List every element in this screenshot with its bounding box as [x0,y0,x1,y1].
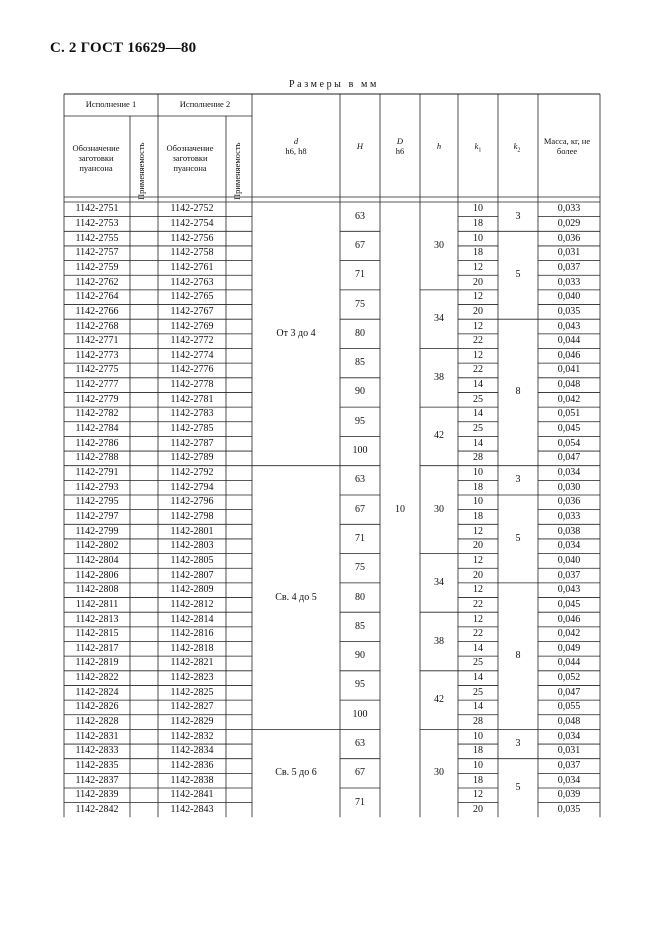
exec2-designation-cell: 1142-2841 [170,789,214,801]
exec1-designation-cell: 1142-2788 [75,452,119,464]
mass-cell: 0,042 [557,393,581,405]
diameter-D-cell: 10 [395,503,405,515]
k1-cell: 12 [473,291,483,303]
height-h-cell: 30 [434,503,444,515]
mass-cell: 0,043 [557,320,581,332]
height-H-cell: 71 [355,532,365,544]
exec2-designation-cell: 1142-2825 [170,686,214,698]
height-h-cell: 30 [434,239,444,251]
exec1-designation-cell: 1142-2808 [75,584,119,596]
header-k2-sub: 2 [517,147,521,154]
k1-cell: 10 [473,730,483,742]
header-k1-sub: 1 [478,147,482,154]
mass-cell: 0,029 [557,217,581,229]
dimensions-caption: Размеры в мм [289,79,379,90]
exec1-designation-cell: 1142-2779 [75,393,119,405]
header-D [380,136,420,156]
header-d-symbol: d [293,136,299,146]
exec1-designation-cell: 1142-2784 [75,423,119,435]
height-H-cell: 95 [355,679,365,691]
header-k2-symbol: k [513,141,518,151]
k1-cell: 18 [473,510,483,522]
k1-cell: 12 [473,525,483,537]
exec1-designation-cell: 1142-2828 [75,716,119,728]
header-designation-1: Обозначение заготовки пуансона [72,143,120,173]
mass-cell: 0,046 [557,613,581,625]
k1-cell: 14 [473,437,483,449]
exec2-designation-cell: 1142-2767 [170,305,214,317]
mass-cell: 0,035 [557,803,581,815]
height-H-cell: 85 [355,620,365,632]
header-applicability-1: Применяемость [136,142,146,200]
header-k1-symbol: k [474,141,479,151]
height-h-cell: 30 [434,767,444,779]
k1-cell: 25 [473,657,483,669]
k1-cell: 10 [473,203,483,215]
k1-cell: 12 [473,554,483,566]
mass-cell: 0,037 [557,569,581,581]
exec1-designation-cell: 1142-2802 [75,540,119,552]
k1-cell: 25 [473,423,483,435]
mass-cell: 0,048 [557,716,581,728]
exec2-designation-cell: 1142-2798 [170,510,214,522]
k1-cell: 20 [473,276,483,288]
height-H-cell: 71 [355,796,365,808]
exec2-designation-cell: 1142-2816 [170,628,214,640]
header-D-symbol: D [396,136,404,146]
exec2-designation-cell: 1142-2776 [170,364,214,376]
exec1-designation-cell: 1142-2819 [75,657,119,669]
mass-cell: 0,033 [557,203,581,215]
exec1-designation-cell: 1142-2837 [75,774,119,786]
exec1-designation-cell: 1142-2759 [75,261,119,273]
exec2-designation-cell: 1142-2805 [170,554,214,566]
exec2-designation-cell: 1142-2785 [170,423,214,435]
height-H-cell: 80 [355,591,365,603]
exec2-designation-cell: 1142-2803 [170,540,214,552]
k1-cell: 10 [473,760,483,772]
exec2-designation-cell: 1142-2756 [170,232,214,244]
mass-cell: 0,046 [557,349,581,361]
mass-cell: 0,051 [557,408,581,420]
height-H-cell: 75 [355,298,365,310]
exec1-designation-cell: 1142-2762 [75,276,119,288]
mass-cell: 0,035 [557,305,581,317]
exec2-designation-cell: 1142-2796 [170,496,214,508]
mass-cell: 0,045 [557,423,581,435]
k1-cell: 12 [473,320,483,332]
exec1-designation-cell: 1142-2771 [75,335,119,347]
exec1-designation-cell: 1142-2773 [75,349,119,361]
k1-cell: 12 [473,261,483,273]
header-applicability-2: Применяемость [232,142,242,200]
exec1-designation-cell: 1142-2775 [75,364,119,376]
exec2-designation-cell: 1142-2754 [170,217,214,229]
height-h-cell: 34 [434,576,444,588]
mass-cell: 0,038 [557,525,581,537]
height-H-cell: 75 [355,562,365,574]
header-k2 [498,141,536,156]
k2-cell: 8 [515,386,521,398]
k1-cell: 20 [473,803,483,815]
exec2-designation-cell: 1142-2827 [170,701,214,713]
exec2-designation-cell: 1142-2758 [170,247,214,259]
diameter-d-cell: Св. 5 до 6 [275,767,317,779]
exec2-designation-cell: 1142-2794 [170,481,214,493]
exec2-designation-cell: 1142-2818 [170,642,214,654]
height-H-cell: 90 [355,650,365,662]
header-mass: Масса, кг, не более [543,136,591,156]
k1-cell: 12 [473,349,483,361]
exec1-designation-cell: 1142-2751 [75,203,119,215]
exec1-designation-cell: 1142-2786 [75,437,119,449]
height-H-cell: 67 [355,503,365,515]
k1-cell: 18 [473,217,483,229]
mass-cell: 0,034 [557,774,581,786]
exec2-designation-cell: 1142-2781 [170,393,214,405]
header-h: h [436,141,442,151]
k1-cell: 18 [473,774,483,786]
height-H-cell: 90 [355,386,365,398]
mass-cell: 0,031 [557,247,581,259]
diameter-d-cell: Св. 4 до 5 [275,591,317,603]
mass-cell: 0,030 [557,481,581,493]
k1-cell: 28 [473,716,483,728]
exec2-designation-cell: 1142-2769 [170,320,214,332]
exec1-designation-cell: 1142-2833 [75,745,119,757]
exec2-designation-cell: 1142-2829 [170,716,214,728]
exec1-designation-cell: 1142-2826 [75,701,119,713]
k1-cell: 25 [473,686,483,698]
exec1-designation-cell: 1142-2824 [75,686,119,698]
exec2-designation-cell: 1142-2823 [170,672,214,684]
mass-cell: 0,055 [557,701,581,713]
exec1-designation-cell: 1142-2797 [75,510,119,522]
k2-cell: 5 [515,532,521,544]
exec1-designation-cell: 1142-2795 [75,496,119,508]
k2-cell: 3 [515,738,521,750]
mass-cell: 0,031 [557,745,581,757]
exec2-designation-cell: 1142-2763 [170,276,214,288]
height-H-cell: 100 [352,445,368,457]
k1-cell: 10 [473,496,483,508]
height-h-cell: 38 [434,635,444,647]
exec1-designation-cell: 1142-2811 [75,598,119,610]
exec2-designation-cell: 1142-2814 [170,613,214,625]
mass-cell: 0,044 [557,657,581,669]
k1-cell: 12 [473,613,483,625]
exec1-designation-cell: 1142-2842 [75,803,119,815]
k1-cell: 25 [473,393,483,405]
mass-cell: 0,037 [557,261,581,273]
mass-cell: 0,052 [557,672,581,684]
exec2-designation-cell: 1142-2789 [170,452,214,464]
mass-cell: 0,033 [557,510,581,522]
height-H-cell: 95 [355,415,365,427]
mass-cell: 0,049 [557,642,581,654]
exec2-designation-cell: 1142-2783 [170,408,214,420]
k2-cell: 8 [515,650,521,662]
exec1-designation-cell: 1142-2804 [75,554,119,566]
exec1-designation-cell: 1142-2755 [75,232,119,244]
k1-cell: 18 [473,745,483,757]
exec1-designation-cell: 1142-2768 [75,320,119,332]
k1-cell: 22 [473,628,483,640]
exec1-designation-cell: 1142-2764 [75,291,119,303]
height-H-cell: 100 [352,708,368,720]
k1-cell: 10 [473,232,483,244]
k1-cell: 20 [473,569,483,581]
height-h-cell: 42 [434,694,444,706]
k1-cell: 20 [473,305,483,317]
height-h-cell: 42 [434,430,444,442]
mass-cell: 0,039 [557,789,581,801]
exec2-designation-cell: 1142-2843 [170,803,214,815]
k1-cell: 14 [473,642,483,654]
k1-cell: 22 [473,598,483,610]
exec2-designation-cell: 1142-2774 [170,349,214,361]
k1-cell: 14 [473,379,483,391]
mass-cell: 0,036 [557,232,581,244]
mass-cell: 0,054 [557,437,581,449]
header-exec1: Исполнение 1 [85,99,137,109]
mass-cell: 0,048 [557,379,581,391]
mass-cell: 0,041 [557,364,581,376]
height-H-cell: 67 [355,239,365,251]
mass-cell: 0,034 [557,467,581,479]
exec1-designation-cell: 1142-2806 [75,569,119,581]
k1-cell: 18 [473,481,483,493]
exec1-designation-cell: 1142-2831 [75,730,119,742]
exec2-designation-cell: 1142-2836 [170,760,214,772]
height-H-cell: 85 [355,357,365,369]
exec1-designation-cell: 1142-2753 [75,217,119,229]
mass-cell: 0,034 [557,540,581,552]
k2-cell: 3 [515,474,521,486]
header-d-tolerance: h6, h8 [285,146,307,156]
mass-cell: 0,036 [557,496,581,508]
mass-cell: 0,033 [557,276,581,288]
height-H-cell: 63 [355,210,365,222]
k1-cell: 12 [473,789,483,801]
k1-cell: 22 [473,335,483,347]
exec2-designation-cell: 1142-2821 [170,657,214,669]
k2-cell: 3 [515,210,521,222]
exec2-designation-cell: 1142-2778 [170,379,214,391]
k1-cell: 28 [473,452,483,464]
header-D-tolerance: h6 [395,146,405,156]
exec1-designation-cell: 1142-2777 [75,379,119,391]
mass-cell: 0,040 [557,291,581,303]
exec1-designation-cell: 1142-2822 [75,672,119,684]
exec1-designation-cell: 1142-2839 [75,789,119,801]
k1-cell: 20 [473,540,483,552]
k2-cell: 5 [515,782,521,793]
header-exec2: Исполнение 2 [179,99,231,109]
exec1-designation-cell: 1142-2766 [75,305,119,317]
k1-cell: 12 [473,584,483,596]
exec2-designation-cell: 1142-2807 [170,569,214,581]
exec2-designation-cell: 1142-2801 [170,525,214,537]
exec1-designation-cell: 1142-2817 [75,642,119,654]
k1-cell: 14 [473,408,483,420]
mass-cell: 0,047 [557,452,581,464]
exec1-designation-cell: 1142-2793 [75,481,119,493]
exec1-designation-cell: 1142-2757 [75,247,119,259]
mass-cell: 0,034 [557,730,581,742]
mass-cell: 0,043 [557,584,581,596]
page-header: С. 2 ГОСТ 16629—80 [50,40,197,56]
mass-cell: 0,037 [557,760,581,772]
exec1-designation-cell: 1142-2813 [75,613,119,625]
exec2-designation-cell: 1142-2809 [170,584,214,596]
exec2-designation-cell: 1142-2752 [170,203,214,215]
mass-cell: 0,040 [557,554,581,566]
exec2-designation-cell: 1142-2772 [170,335,214,347]
k1-cell: 22 [473,364,483,376]
k1-cell: 10 [473,467,483,479]
height-h-cell: 38 [434,371,444,383]
header-H: H [356,141,364,151]
mass-cell: 0,044 [557,335,581,347]
header-k1 [458,141,498,156]
exec2-designation-cell: 1142-2792 [170,467,214,479]
k2-cell: 5 [515,269,521,281]
k1-cell: 14 [473,701,483,713]
exec2-designation-cell: 1142-2761 [170,261,214,273]
exec2-designation-cell: 1142-2812 [170,598,214,610]
exec1-designation-cell: 1142-2791 [75,467,119,479]
header-d [252,136,340,156]
height-H-cell: 71 [355,269,365,281]
height-H-cell: 80 [355,327,365,339]
mass-cell: 0,047 [557,686,581,698]
exec2-designation-cell: 1142-2787 [170,437,214,449]
exec1-designation-cell: 1142-2835 [75,760,119,772]
height-H-cell: 63 [355,738,365,750]
exec2-designation-cell: 1142-2765 [170,291,214,303]
exec1-designation-cell: 1142-2799 [75,525,119,537]
diameter-d-cell: От 3 до 4 [276,327,316,339]
k1-cell: 18 [473,247,483,259]
height-h-cell: 34 [434,313,444,325]
exec2-designation-cell: 1142-2838 [170,774,214,786]
exec2-designation-cell: 1142-2832 [170,730,214,742]
height-H-cell: 63 [355,474,365,486]
exec2-designation-cell: 1142-2834 [170,745,214,757]
exec1-designation-cell: 1142-2782 [75,408,119,420]
header-designation-2: Обозначение заготовки пуансона [166,143,214,173]
height-H-cell: 67 [355,767,365,779]
mass-cell: 0,045 [557,598,581,610]
exec1-designation-cell: 1142-2815 [75,628,119,640]
mass-cell: 0,042 [557,628,581,640]
k1-cell: 14 [473,672,483,684]
